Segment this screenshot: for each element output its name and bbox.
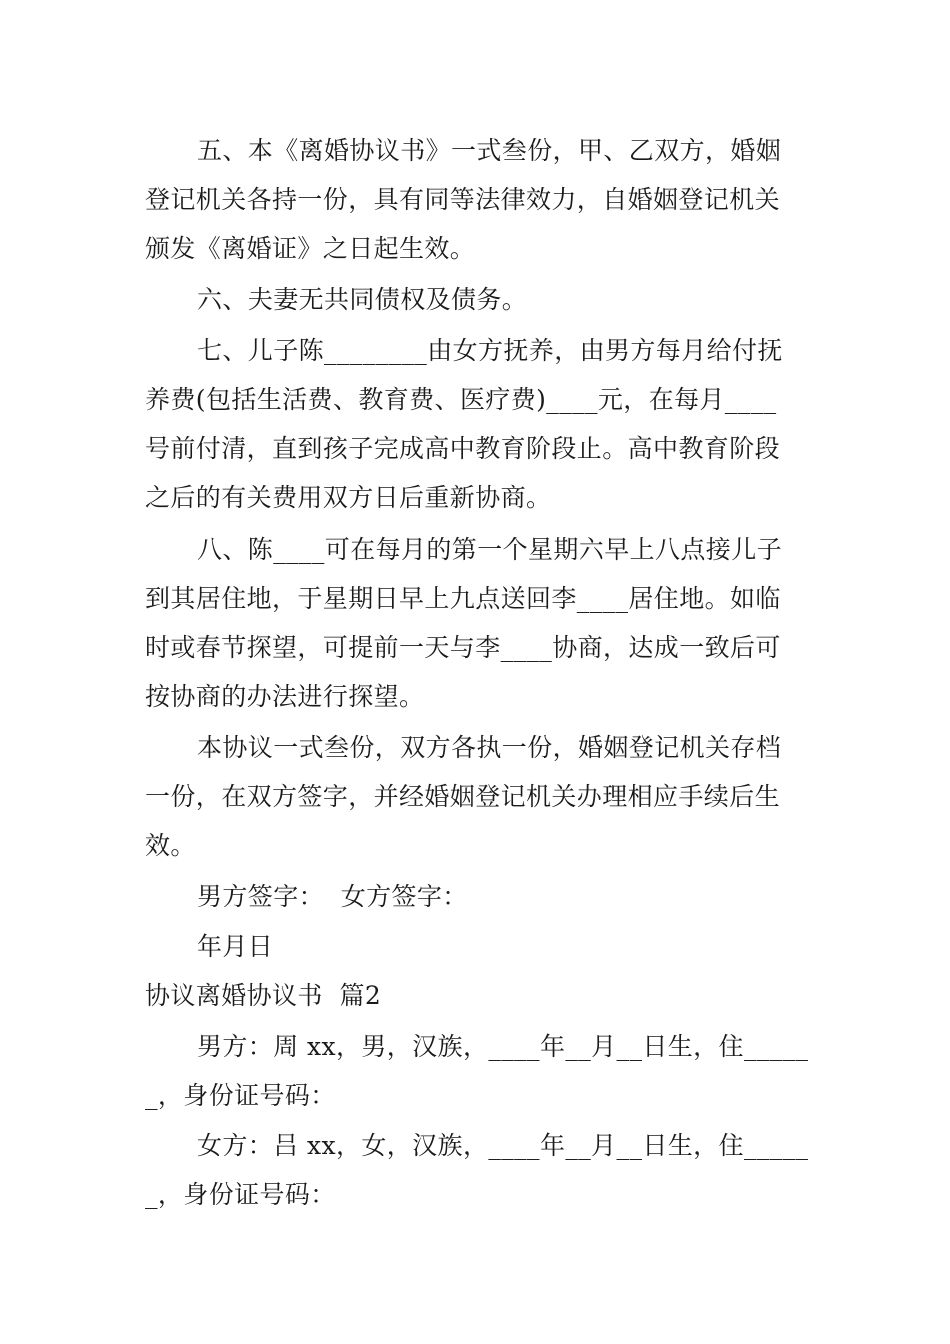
clause-7-line-4: 之后的有关费用双方日后重新协商。 — [145, 483, 552, 512]
agreement-line-2: 一份，在双方签字，并经婚姻登记机关办理相应手续后生 — [145, 782, 781, 811]
section-title: 协议离婚协议书 篇2 — [145, 981, 382, 1010]
clause-7-line-3: 号前付清，直到孩子完成高中教育阶段止。高中教育阶段 — [145, 434, 781, 463]
clause-6-line-1: 六、夫妻无共同债权及债务。 — [197, 285, 528, 314]
clause-8-line-3: 时或春节探望，可提前一天与李____协商，达成一致后可 — [145, 633, 781, 662]
clause-5-line-3: 颁发《离婚证》之日起生效。 — [145, 234, 476, 263]
clause-8-line-4: 按协商的办法进行探望。 — [145, 682, 425, 711]
male-party-line-1: 男方：周 xx，男，汉族，____年__月__日生，住_____ — [197, 1032, 809, 1061]
signature-line: 男方签字： 女方签字： — [197, 882, 468, 911]
male-party-line-2: _，身份证号码： — [145, 1081, 336, 1110]
clause-5-line-1: 五、本《离婚协议书》一式叁份，甲、乙双方，婚姻 — [197, 136, 782, 165]
female-party-line-1: 女方：吕 xx，女，汉族，____年__月__日生，住_____ — [197, 1131, 809, 1160]
date-line: 年月日 — [197, 932, 274, 961]
agreement-line-1: 本协议一式叁份，双方各执一份，婚姻登记机关存档 — [197, 733, 782, 762]
clause-7-line-1: 七、儿子陈________由女方抚养，由男方每月给付抚 — [197, 336, 783, 365]
agreement-line-3: 效。 — [145, 831, 196, 860]
female-party-line-2: _，身份证号码： — [145, 1180, 336, 1209]
clause-7-line-2: 养费(包括生活费、教育费、医疗费)____元，在每月____ — [145, 385, 777, 414]
clause-8-line-1: 八、陈____可在每月的第一个星期六早上八点接儿子 — [197, 535, 783, 564]
clause-5-line-2: 登记机关各持一份，具有同等法律效力，自婚姻登记机关 — [145, 185, 781, 214]
clause-8-line-2: 到其居住地，于星期日早上九点送回李____居住地。如临 — [145, 584, 781, 613]
